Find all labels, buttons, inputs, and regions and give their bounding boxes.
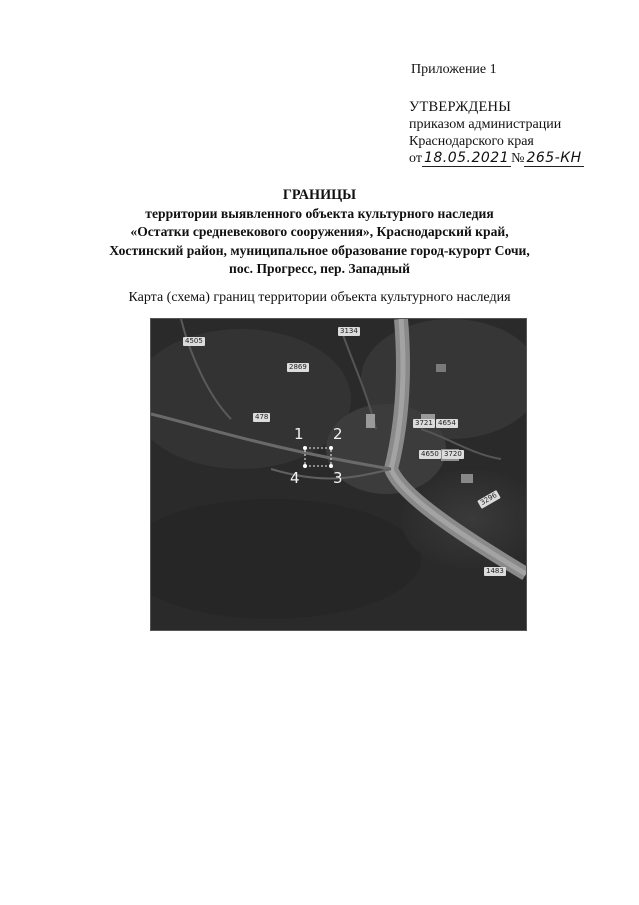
approval-line-1: приказом администрации xyxy=(409,117,562,132)
parcel-label: 3134 xyxy=(340,327,358,335)
parcel-label: 3721 xyxy=(415,419,433,427)
title-line-2: «Остатки средневекового сооружения», Краснодарский край, xyxy=(130,224,509,240)
title-main: ГРАНИЦЫ xyxy=(282,187,357,203)
parcel-label: 1483 xyxy=(486,567,504,575)
satellite-map xyxy=(150,318,527,631)
building xyxy=(366,414,375,428)
point-label-4: 4 xyxy=(290,469,300,487)
parcel-label: 3296 xyxy=(477,490,500,509)
point-label-2: 2 xyxy=(333,425,343,443)
boundary-point xyxy=(303,464,307,468)
approval-line-2: Краснодарского края xyxy=(409,134,534,149)
handwritten-date: 18.05.2021 xyxy=(423,150,510,166)
parcel-label: 4650 xyxy=(421,450,439,458)
appendix-label: Приложение 1 xyxy=(411,62,497,77)
parcel-label: 2869 xyxy=(289,363,307,371)
number-prefix: № xyxy=(511,151,525,166)
parcel-label: 478 xyxy=(255,413,269,421)
building xyxy=(461,474,473,483)
date-prefix: от xyxy=(409,151,422,166)
parcel-label: 3720 xyxy=(444,450,462,458)
point-label-1: 1 xyxy=(294,425,304,443)
parcel-label: 4505 xyxy=(185,337,203,345)
parcel-label: 4654 xyxy=(438,419,456,427)
building xyxy=(436,364,446,372)
order-date-number xyxy=(409,150,584,167)
boundary-point xyxy=(303,446,307,450)
title-line-3: Хостинский район, муниципальное образование город-курорт Сочи, xyxy=(109,242,530,258)
point-label-3: 3 xyxy=(333,469,343,487)
title-line-4: пос. Прогресс, пер. Западный xyxy=(229,260,410,276)
document-title xyxy=(0,186,639,278)
boundary-point xyxy=(329,446,333,450)
boundary-point xyxy=(329,464,333,468)
title-line-1: территории выявленного объекта культурного наследия xyxy=(145,206,494,222)
handwritten-number: 265-КН xyxy=(526,150,582,166)
approval-block xyxy=(409,99,584,167)
approved-heading: УТВЕРЖДЕНЫ xyxy=(409,99,512,115)
map-caption: Карта (схема) границ территории объекта культурного наследия xyxy=(128,290,511,305)
